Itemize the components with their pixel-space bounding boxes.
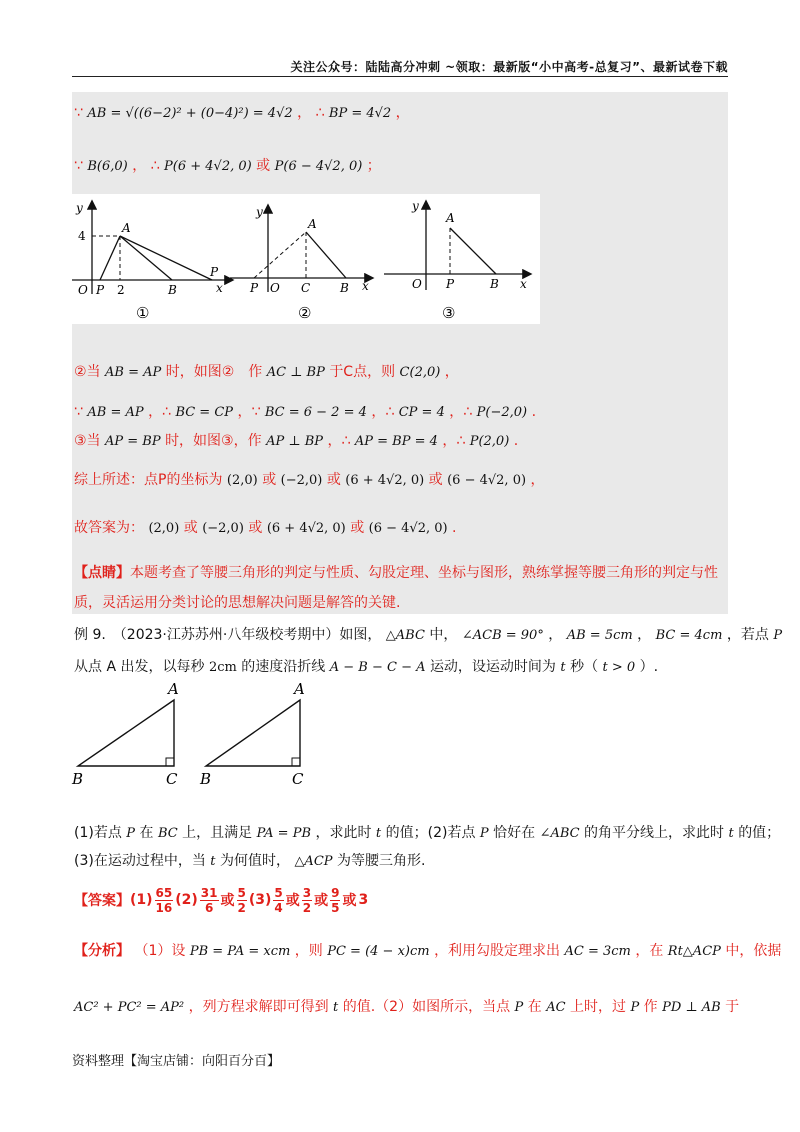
fig3-label-A: A xyxy=(446,211,455,225)
fig3-x-label: x xyxy=(520,277,527,291)
example-triangles xyxy=(70,680,330,790)
figures-panel xyxy=(72,194,540,324)
tri1-label-C: C xyxy=(166,770,178,788)
figure-2 xyxy=(230,205,372,322)
question-line-1: (1)若点 P 在 BC 上，且满足 PA = PB ，求此时 t 的值；(2)若点 P 恰好在 ∠ABC 的角平分线上，求此时 t 的值； xyxy=(74,825,781,841)
analysis-line-1: 【分析】 （1）设 PB = PA = xcm ，则 PC = (4 − x)cm ，利用勾股定理求出 AC = 3cm ，在 Rt△ACP 中，依据 xyxy=(74,943,782,959)
coordinate-figures xyxy=(72,194,540,324)
fig3-label-B: B xyxy=(490,277,499,291)
fraction-31-6: 31 6 xyxy=(200,885,218,915)
analysis-line-2: AC² + PC² = AP² ，列方程求解即可得到 t 的值.（2）如图所示，当点 P 在 AC 上时，过 P 作 PD ⊥ AB 于 xyxy=(74,999,740,1015)
tri2-label-A: A xyxy=(294,680,305,698)
fraction-5-4: 5 4 xyxy=(274,885,283,915)
header-divider xyxy=(72,76,728,77)
fig1-label-A: A xyxy=(122,221,131,235)
example-line-2: 从点 A 出发，以每秒 2cm 的速度沿折线 A − B − C − A 运动，设运动时间为 t 秒（ t > 0 ）. xyxy=(74,659,659,675)
fig1-tick-4: 4 xyxy=(78,229,86,243)
solution-line-3: ②当 AB = AP 时，如图② 作 AC ⊥ BP 于C点，则 C(2,0) ， xyxy=(74,364,459,380)
fig2-label-P: P xyxy=(250,281,259,295)
solution-line-1: ∵ AB = √((6−2)² + (0−4)²) = 4√2 ， ∴ BP = 4√2 ， xyxy=(74,105,410,121)
triangle-1 xyxy=(71,680,179,788)
fig1-x-label: x xyxy=(216,281,223,295)
figure-1 xyxy=(72,201,232,322)
page-header: 关注公众号：陆陆高分冲刺 ~领取：最新版“小中高考-总复习”、最新试卷下载 xyxy=(290,60,728,74)
figure-1-label: ① xyxy=(136,304,150,322)
question-line-2: (3)在运动过程中，当 t 为何值时， △ACP 为等腰三角形. xyxy=(74,853,426,869)
page-footer: 资料整理【淘宝店铺：向阳百分百】 xyxy=(72,1054,281,1069)
fraction-65-16: 65 16 xyxy=(155,885,173,915)
figure-3-label: ③ xyxy=(442,304,456,322)
solution-line-5: ③当 AP = BP 时，如图③，作 AP ⊥ BP ，∴ AP = BP = 4 ，∴ P(2,0) . xyxy=(74,433,519,449)
fig1-origin: O xyxy=(78,283,88,297)
fig3-y-label: y xyxy=(412,199,419,213)
fig1-label-P2: P xyxy=(210,265,219,279)
fig1-label-P1: P xyxy=(96,283,105,297)
fig2-x-label: x xyxy=(362,279,369,293)
tri1-label-B: B xyxy=(72,770,84,788)
fig3-label-P: P xyxy=(446,277,455,291)
fig2-label-B: B xyxy=(340,281,349,295)
fig1-y-label: y xyxy=(76,201,83,215)
fraction-5-2: 5 2 xyxy=(237,885,246,915)
tri2-label-C: C xyxy=(292,770,304,788)
tri1-label-A: A xyxy=(168,680,179,698)
fig3-origin: O xyxy=(412,277,422,291)
fig2-origin: O xyxy=(270,281,280,295)
fig2-label-C: C xyxy=(301,281,311,295)
figure-3 xyxy=(384,199,530,322)
figure-2-label: ② xyxy=(298,304,312,322)
fig2-label-A: A xyxy=(308,217,317,231)
fig2-y-label: y xyxy=(256,205,263,219)
fraction-9-5: 9 5 xyxy=(331,885,340,915)
tri2-label-B: B xyxy=(200,770,212,788)
answer-line: 【答案】 (1) 65 16 (2) 31 6 或 5 2 (3) 5 4 或 3 2 或 9 5 或 3 xyxy=(74,885,369,915)
solution-line-6: 综上所述：点P的坐标为 (2,0) 或 (−2,0) 或 (6 + 4√2, 0) 或 (6 − 4√2, 0) ， xyxy=(74,472,545,488)
solution-line-7: 故答案为： (2,0) 或 (−2,0) 或 (6 + 4√2, 0) 或 (6 − 4√2, 0) . xyxy=(74,520,457,536)
fig1-label-B: B xyxy=(168,283,177,297)
solution-line-2: ∵ B(6,0) ， ∴ P(6 + 4√2, 0) 或 P(6 − 4√2, 0) ； xyxy=(74,158,381,174)
example-line-1: 例 9. （2023·江苏苏州·八年级校考期中）如图， △ABC 中， ∠ACB = 90° ， AB = 5cm ， BC = 4cm ，若点 P xyxy=(74,627,783,643)
solution-line-4: ∵ AB = AP ，∴ BC = CP ，∵ BC = 6 − 2 = 4 ，∴ CP = 4 ，∴ P(−2,0) . xyxy=(74,404,537,420)
key-point-note: 【点睛】本题考查了等腰三角形的判定与性质、勾股定理、坐标与图形，熟练掌握等腰三角形的判定与性质，灵活运用分类讨论的思想解决问题是解答的关键. xyxy=(74,565,718,611)
triangle-2 xyxy=(199,680,305,788)
fig1-tick-2: 2 xyxy=(117,283,125,297)
fraction-3-2: 3 2 xyxy=(302,885,312,915)
